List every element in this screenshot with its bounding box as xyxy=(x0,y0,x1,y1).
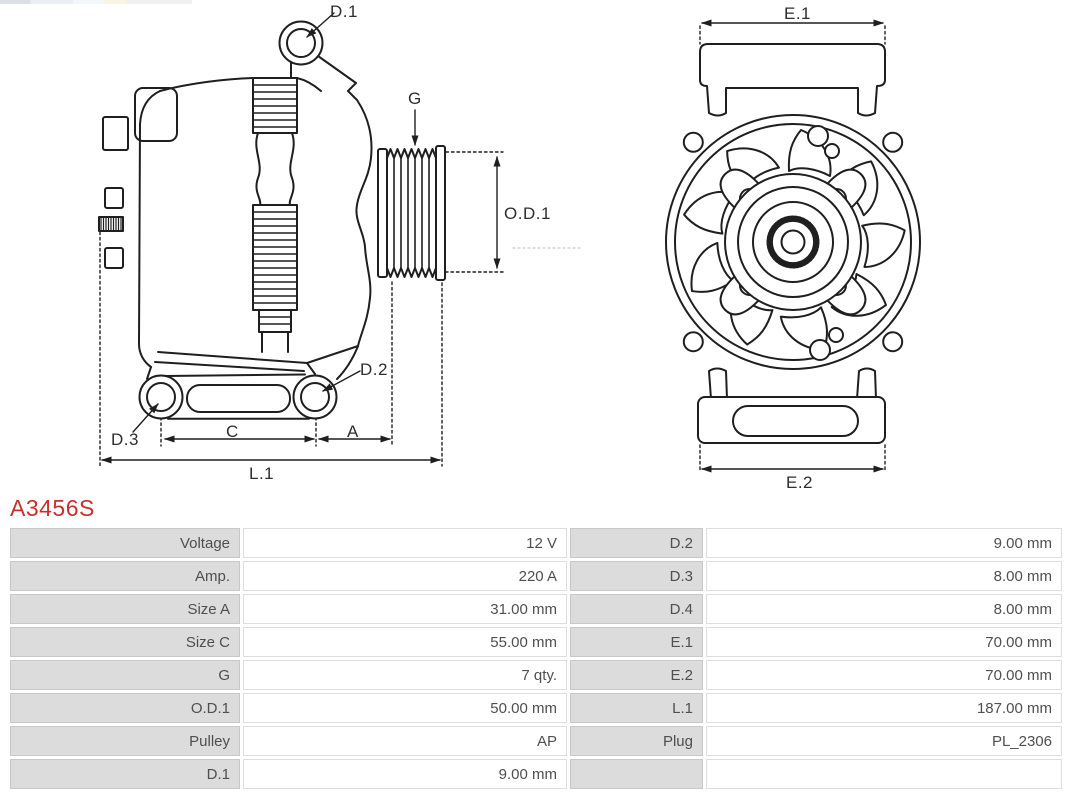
spec-label-cell: Pulley xyxy=(10,726,240,756)
spec-value-cell: 220 A xyxy=(243,561,567,591)
spec-label-cell: Plug xyxy=(570,726,703,756)
spec-value-cell: 55.00 mm xyxy=(243,627,567,657)
spec-label-cell: L.1 xyxy=(570,693,703,723)
dim-label-d3: D.3 xyxy=(111,430,139,449)
dim-label-l1: L.1 xyxy=(249,464,275,483)
side-view-drawing xyxy=(99,13,582,466)
spec-value-cell: 8.00 mm xyxy=(706,594,1062,624)
spec-value-cell: 50.00 mm xyxy=(243,693,567,723)
dim-label-od1: O.D.1 xyxy=(504,204,551,223)
part-number: A3456S xyxy=(10,495,95,521)
spec-label-cell: Size C xyxy=(10,627,240,657)
spec-label-cell: Size A xyxy=(10,594,240,624)
spec-value-cell: 7 qty. xyxy=(243,660,567,690)
spec-label-cell: G xyxy=(10,660,240,690)
dim-label-e1: E.1 xyxy=(784,4,812,23)
dim-label-d2: D.2 xyxy=(360,360,388,379)
spec-label-cell xyxy=(570,759,703,789)
spec-label-cell: D.3 xyxy=(570,561,703,591)
spec-value-cell: 31.00 mm xyxy=(243,594,567,624)
spec-value-cell: AP xyxy=(243,726,567,756)
specs-table xyxy=(10,528,1062,789)
spec-value-cell: 70.00 mm xyxy=(706,660,1062,690)
spec-label-cell: Amp. xyxy=(10,561,240,591)
spec-value-cell: 187.00 mm xyxy=(706,693,1062,723)
spec-value-cell xyxy=(706,759,1062,789)
spec-label-cell: E.2 xyxy=(570,660,703,690)
spec-label-cell: O.D.1 xyxy=(10,693,240,723)
spec-label-cell: D.1 xyxy=(10,759,240,789)
spec-value-cell: 12 V xyxy=(243,528,567,558)
spec-value-cell: 8.00 mm xyxy=(706,561,1062,591)
spec-label-cell: E.1 xyxy=(570,627,703,657)
spec-value-cell: PL_2306 xyxy=(706,726,1062,756)
spec-value-cell: 70.00 mm xyxy=(706,627,1062,657)
spec-label-cell: D.4 xyxy=(570,594,703,624)
spec-value-cell: 9.00 mm xyxy=(706,528,1062,558)
spec-label-cell: Voltage xyxy=(10,528,240,558)
spec-label-cell: D.2 xyxy=(570,528,703,558)
dim-label-a: A xyxy=(347,422,359,441)
dim-label-d1: D.1 xyxy=(330,2,358,21)
dim-label-e2: E.2 xyxy=(786,473,814,492)
dim-label-g: G xyxy=(408,89,422,108)
dim-label-c: C xyxy=(226,422,239,441)
spec-value-cell: 9.00 mm xyxy=(243,759,567,789)
